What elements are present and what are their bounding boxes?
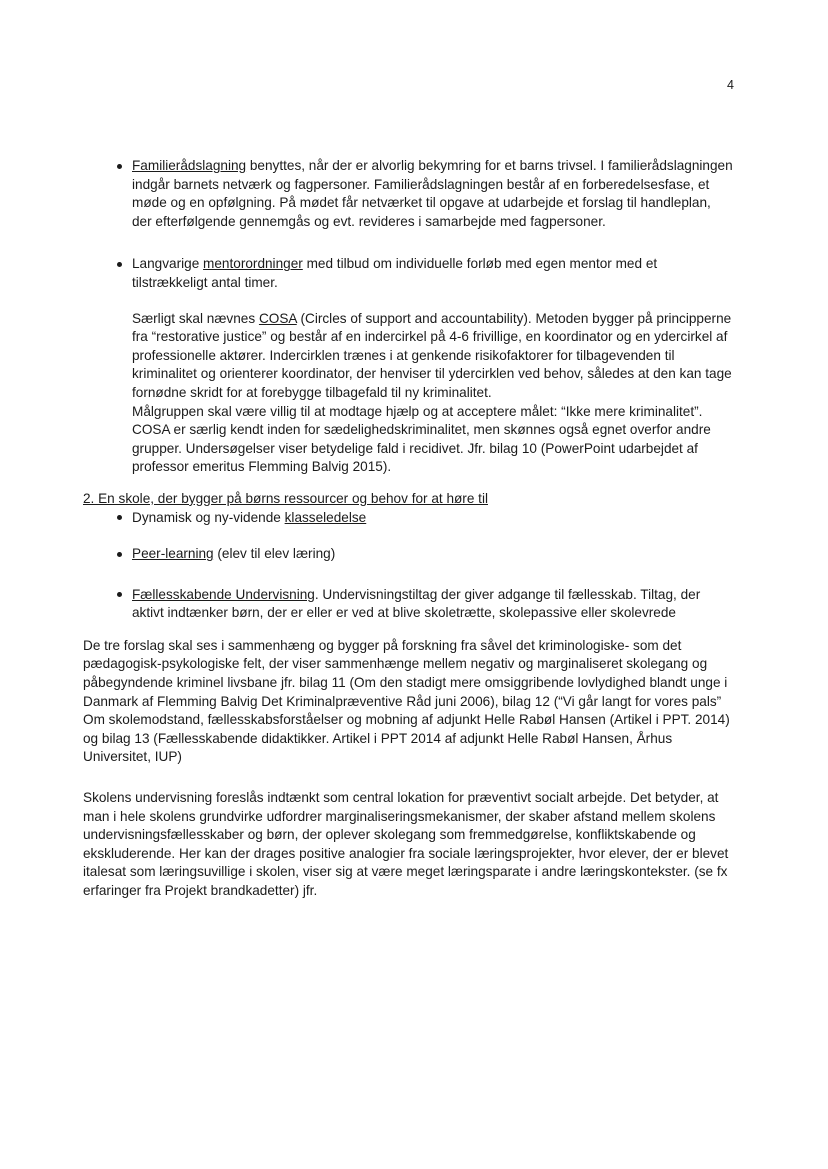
term-faellesskabende-undervisning: Fællesskabende Undervisning xyxy=(132,586,315,602)
page-number: 4 xyxy=(727,78,734,92)
bullet-text: benyttes, når der er alvorlig bekymring for et barns trivsel. I familierådslagningen indgår barnets netværk og fagpersoner. Familierådslagningen består af en forberedelsesfase, et møde og en opfølgning. På mødet får netværket til opgave at udarbejde et forslag til handleplan, der efterfølgende gennemgås og evt. revideres i samarbejde med fagpersoner. xyxy=(132,158,733,229)
bullet-icon xyxy=(117,592,122,597)
list-item-faellesskabende xyxy=(83,586,733,623)
bullet-icon xyxy=(117,552,122,557)
document-body xyxy=(83,157,733,901)
target-group-paragraph: Målgruppen skal være villig til at modtage hjælp og at acceptere målet: “Ikke mere kriminalitet”. COSA er særlig kendt inden for sædelighedskriminalitet, men skønnes også egnet overfor andre grupper. Undersøgelser viser betydelige fald i recidivet. Jfr. bilag 10 (PowerPoint udarbejdet af professor emeritus Flemming Balvig 2015). xyxy=(132,403,711,475)
term-familieradslagning: Familierådslagning xyxy=(132,158,247,173)
term-mentorordninger: mentorordninger xyxy=(203,256,303,272)
bullet-text: . Undervisningstiltag der giver adgange til fællesskab. Tiltag, der aktivt indtænker børn, der er eller er ved at blive skoletrætte, skolepassive eller skolevrede xyxy=(132,586,701,621)
bullet-prefix: Dynamisk og ny-vidende xyxy=(132,509,285,525)
bullet-text: (elev til elev læring) xyxy=(213,546,336,562)
cosa-text: (Circles of support and accountability). Metoden bygger på principperne fra “restorative justice” og består af en indercirkel på 4-6 frivillige, en koordinator og en ydercirkel af professionelle aktører. Indercirklen trænes i at genkende risikofaktorer for tilbagevenden til kriminalitet og orienterer koordinator, der henviser til ydercirklen ved behov, således at den kan tage fornødne skridt for at forebygge tilbagefald til ny kriminalitet. xyxy=(132,310,732,400)
term-klasseledelse: klasseledelse xyxy=(284,509,367,525)
term-cosa: COSA xyxy=(258,310,297,326)
list-item-peer-learning xyxy=(83,545,733,564)
list-item-klasseledelse xyxy=(83,509,733,528)
cosa-paragraph xyxy=(83,310,733,403)
research-paragraph: De tre forslag skal ses i sammenhæng og bygger på forskning fra såvel det kriminologiske- som det pædagogisk-psykologiske felt, der viser sammenhænge mellem negativ og marginaliseret skolegang og påbegyndende kriminel livsbane jfr. bilag 11 (Om den stadigt mere omsiggribende lovlydighed blandt unge i Danmark af Flemming Balvig Det Kriminalpræventive Råd juni 2006), bilag 12 (“Vi går langt for vores pals” Om skolemodstand, fællesskabsforståelser og mobning af adjunkt Helle Rabøl Hansen (Artikel i PPT. 2014) og bilag 13 (Fællesskabende didaktikker. Artikel i PPT 2014 af adjunkt Helle Rabøl Hansen, Århus Universitet, IUP) xyxy=(83,637,730,765)
bullet-icon xyxy=(117,164,122,169)
cosa-prefix: Særligt skal nævnes xyxy=(132,310,259,326)
bullet-icon xyxy=(117,515,122,520)
bullet-icon xyxy=(117,262,122,267)
bullet-text: med tilbud om individuelle forløb med egen mentor med et tilstrækkeligt antal timer. xyxy=(132,256,658,290)
bullet-prefix: Langvarige xyxy=(132,256,204,272)
section2-bullets xyxy=(83,509,733,623)
section2-heading: 2. En skole, der bygger på børns ressourcer og behov for at høre til xyxy=(83,490,488,506)
school-teaching-paragraph: Skolens undervisning foreslås indtænkt som central lokation for præventivt socialt arbejde. Det betyder, at man i hele skolens grundvirke udfordrer marginaliseringsmekanismer, der skaber afstand mellem skolens undervisningsfællesskaber og børn, der oplever skolegang som fremmedgørelse, konfliktskabende og ekskluderende. Her kan der drages positive analogier fra sociale læringsprojekter, hvor elever, der er blevet italesat som læringsuvillige i skolen, viser sig at være meget læringsparate i andre læringskontekster. (se fx erfaringer fra Projekt brandkadetter) jfr. xyxy=(83,790,729,898)
term-peer-learning: Peer-learning xyxy=(132,546,214,562)
section1-bullets xyxy=(83,157,733,293)
list-item-mentorordninger xyxy=(83,255,733,292)
list-item-familieradslagning xyxy=(83,157,733,231)
